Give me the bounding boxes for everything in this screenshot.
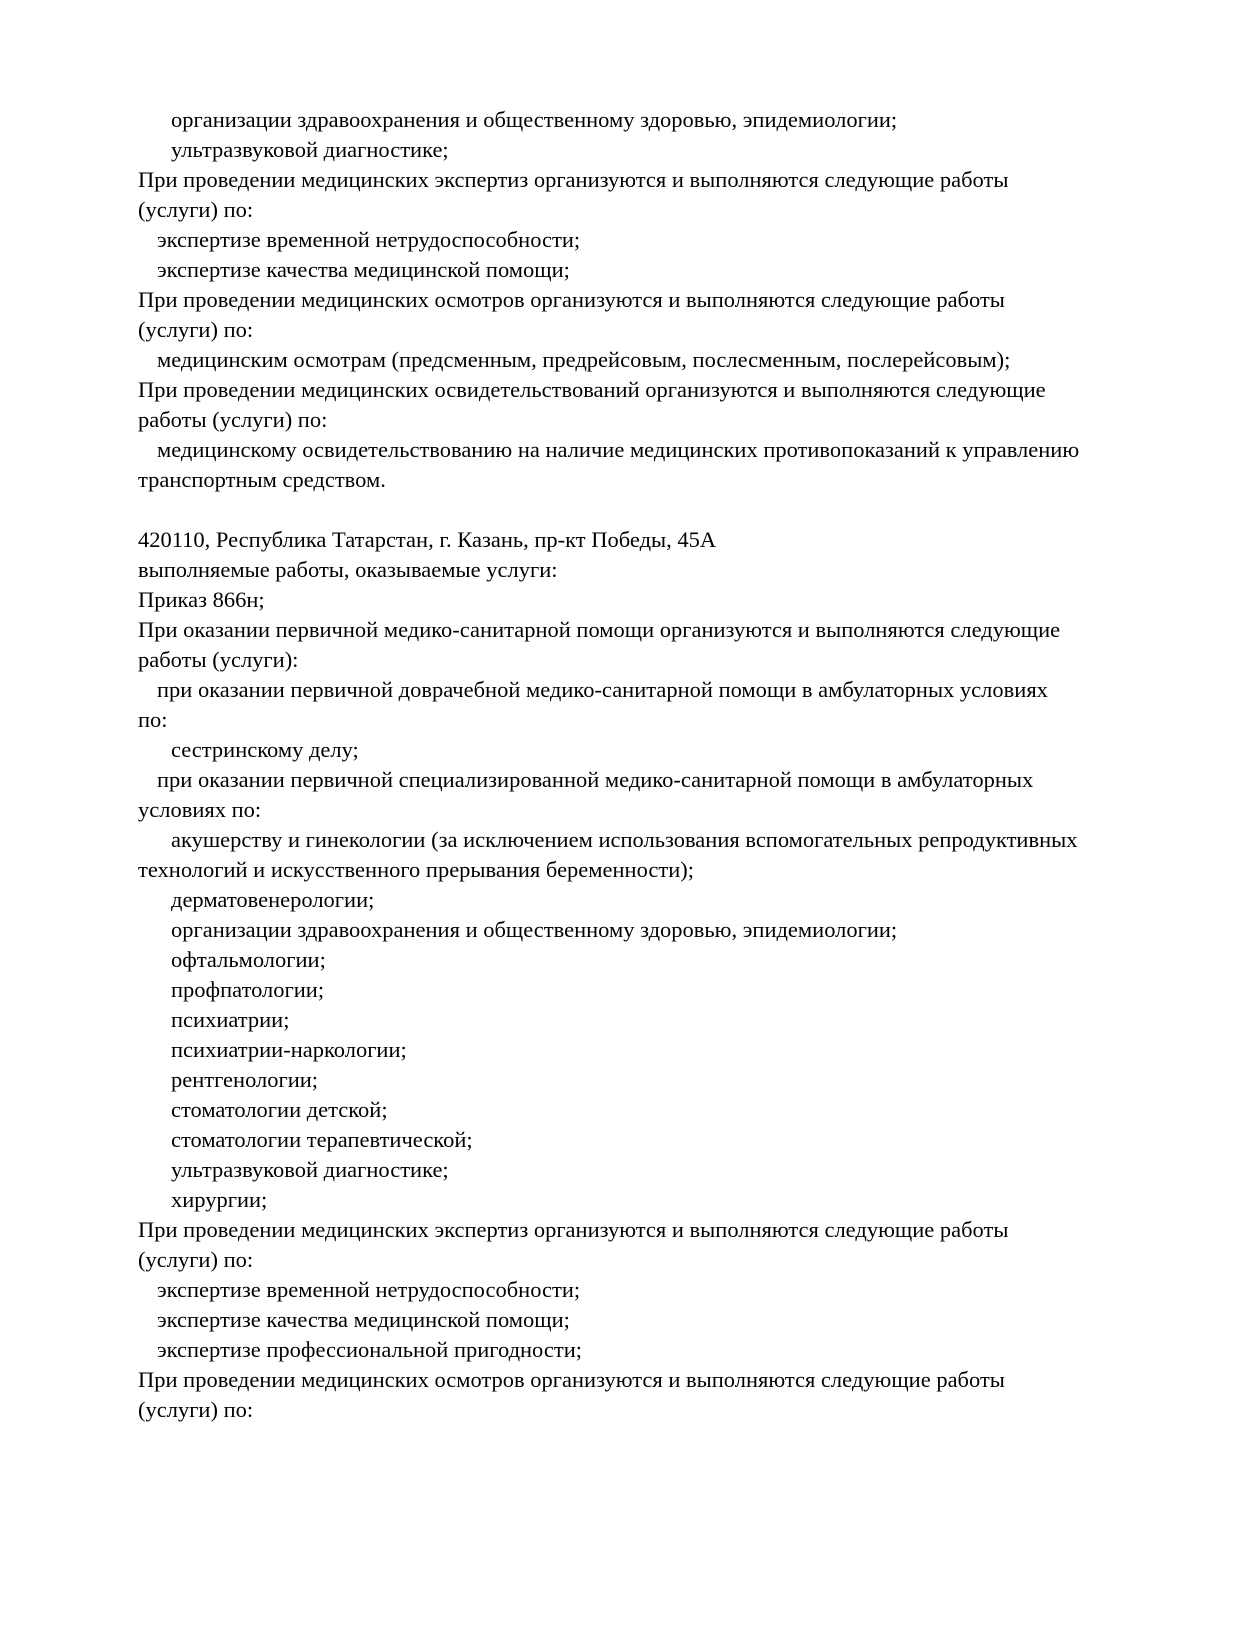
document-line: условиях по: [138,797,262,822]
document-line: При проведении медицинских экспертиз организуются и выполняются следующие работы [138,167,1009,192]
document-line: ультразвуковой диагностике; [171,1157,449,1182]
document-line: 420110, Республика Татарстан, г. Казань, пр-кт Победы, 45А [138,527,717,552]
document-line: дерматовенерологии; [171,887,375,912]
document-line: (услуги) по: [138,197,254,222]
document-line: экспертизе качества медицинской помощи; [157,1307,570,1332]
document-line: При проведении медицинских освидетельствований организуются и выполняются следующие [138,377,1046,402]
document-line: выполняемые работы, оказываемые услуги: [138,557,558,582]
document-line: психиатрии; [171,1007,290,1032]
document-line: При проведении медицинских экспертиз организуются и выполняются следующие работы [138,1217,1009,1242]
document-line: ультразвуковой диагностике; [171,137,449,162]
document-line: рентгенологии; [171,1067,319,1092]
document-line: при оказании первичной специализированной медико-санитарной помощи в амбулаторных [157,767,1034,792]
document-line: офтальмологии; [171,947,326,972]
document-line: При проведении медицинских осмотров организуются и выполняются следующие работы [138,287,1005,312]
document-line: экспертизе временной нетрудоспособности; [157,1277,581,1302]
document-line: медицинскому освидетельствованию на наличие медицинских противопоказаний к управлению [157,437,1080,462]
document-line: (услуги) по: [138,1247,254,1272]
document-line: хирургии; [171,1187,268,1212]
document-line: профпатологии; [171,977,325,1002]
document-line: транспортным средством. [138,467,386,492]
document-line: экспертизе качества медицинской помощи; [157,257,570,282]
document-line: технологий и искусственного прерывания беременности); [138,857,695,882]
document-line: акушерству и гинекологии (за исключением использования вспомогательных репродуктивных [171,827,1078,852]
document-line: организации здравоохранения и общественному здоровью, эпидемиологии; [171,107,898,132]
document-line: экспертизе профессиональной пригодности; [157,1337,582,1362]
document-line: работы (услуги) по: [138,407,328,432]
document-line: стоматологии терапевтической; [171,1127,473,1152]
document-text-block [138,105,1200,1425]
document-line: экспертизе временной нетрудоспособности; [157,227,581,252]
document-line: работы (услуги): [138,647,299,672]
document-line: медицинским осмотрам (предсменным, предрейсовым, послесменным, послерейсовым); [157,347,1011,372]
document-line: При оказании первичной медико-санитарной помощи организуются и выполняются следующие [138,617,1061,642]
document-line: Приказ 866н; [138,587,265,612]
document-line: организации здравоохранения и общественному здоровью, эпидемиологии; [171,917,898,942]
document-line: сестринскому делу; [171,737,359,762]
document-line: стоматологии детской; [171,1097,388,1122]
blank-line [138,495,1200,525]
document-line: по: [138,707,168,732]
document-line: При проведении медицинских осмотров организуются и выполняются следующие работы [138,1367,1005,1392]
document-line: (услуги) по: [138,1397,254,1422]
document-line: (услуги) по: [138,317,254,342]
document-line: психиатрии-наркологии; [171,1037,407,1062]
document-line: при оказании первичной доврачебной медико-санитарной помощи в амбулаторных условиях [157,677,1048,702]
